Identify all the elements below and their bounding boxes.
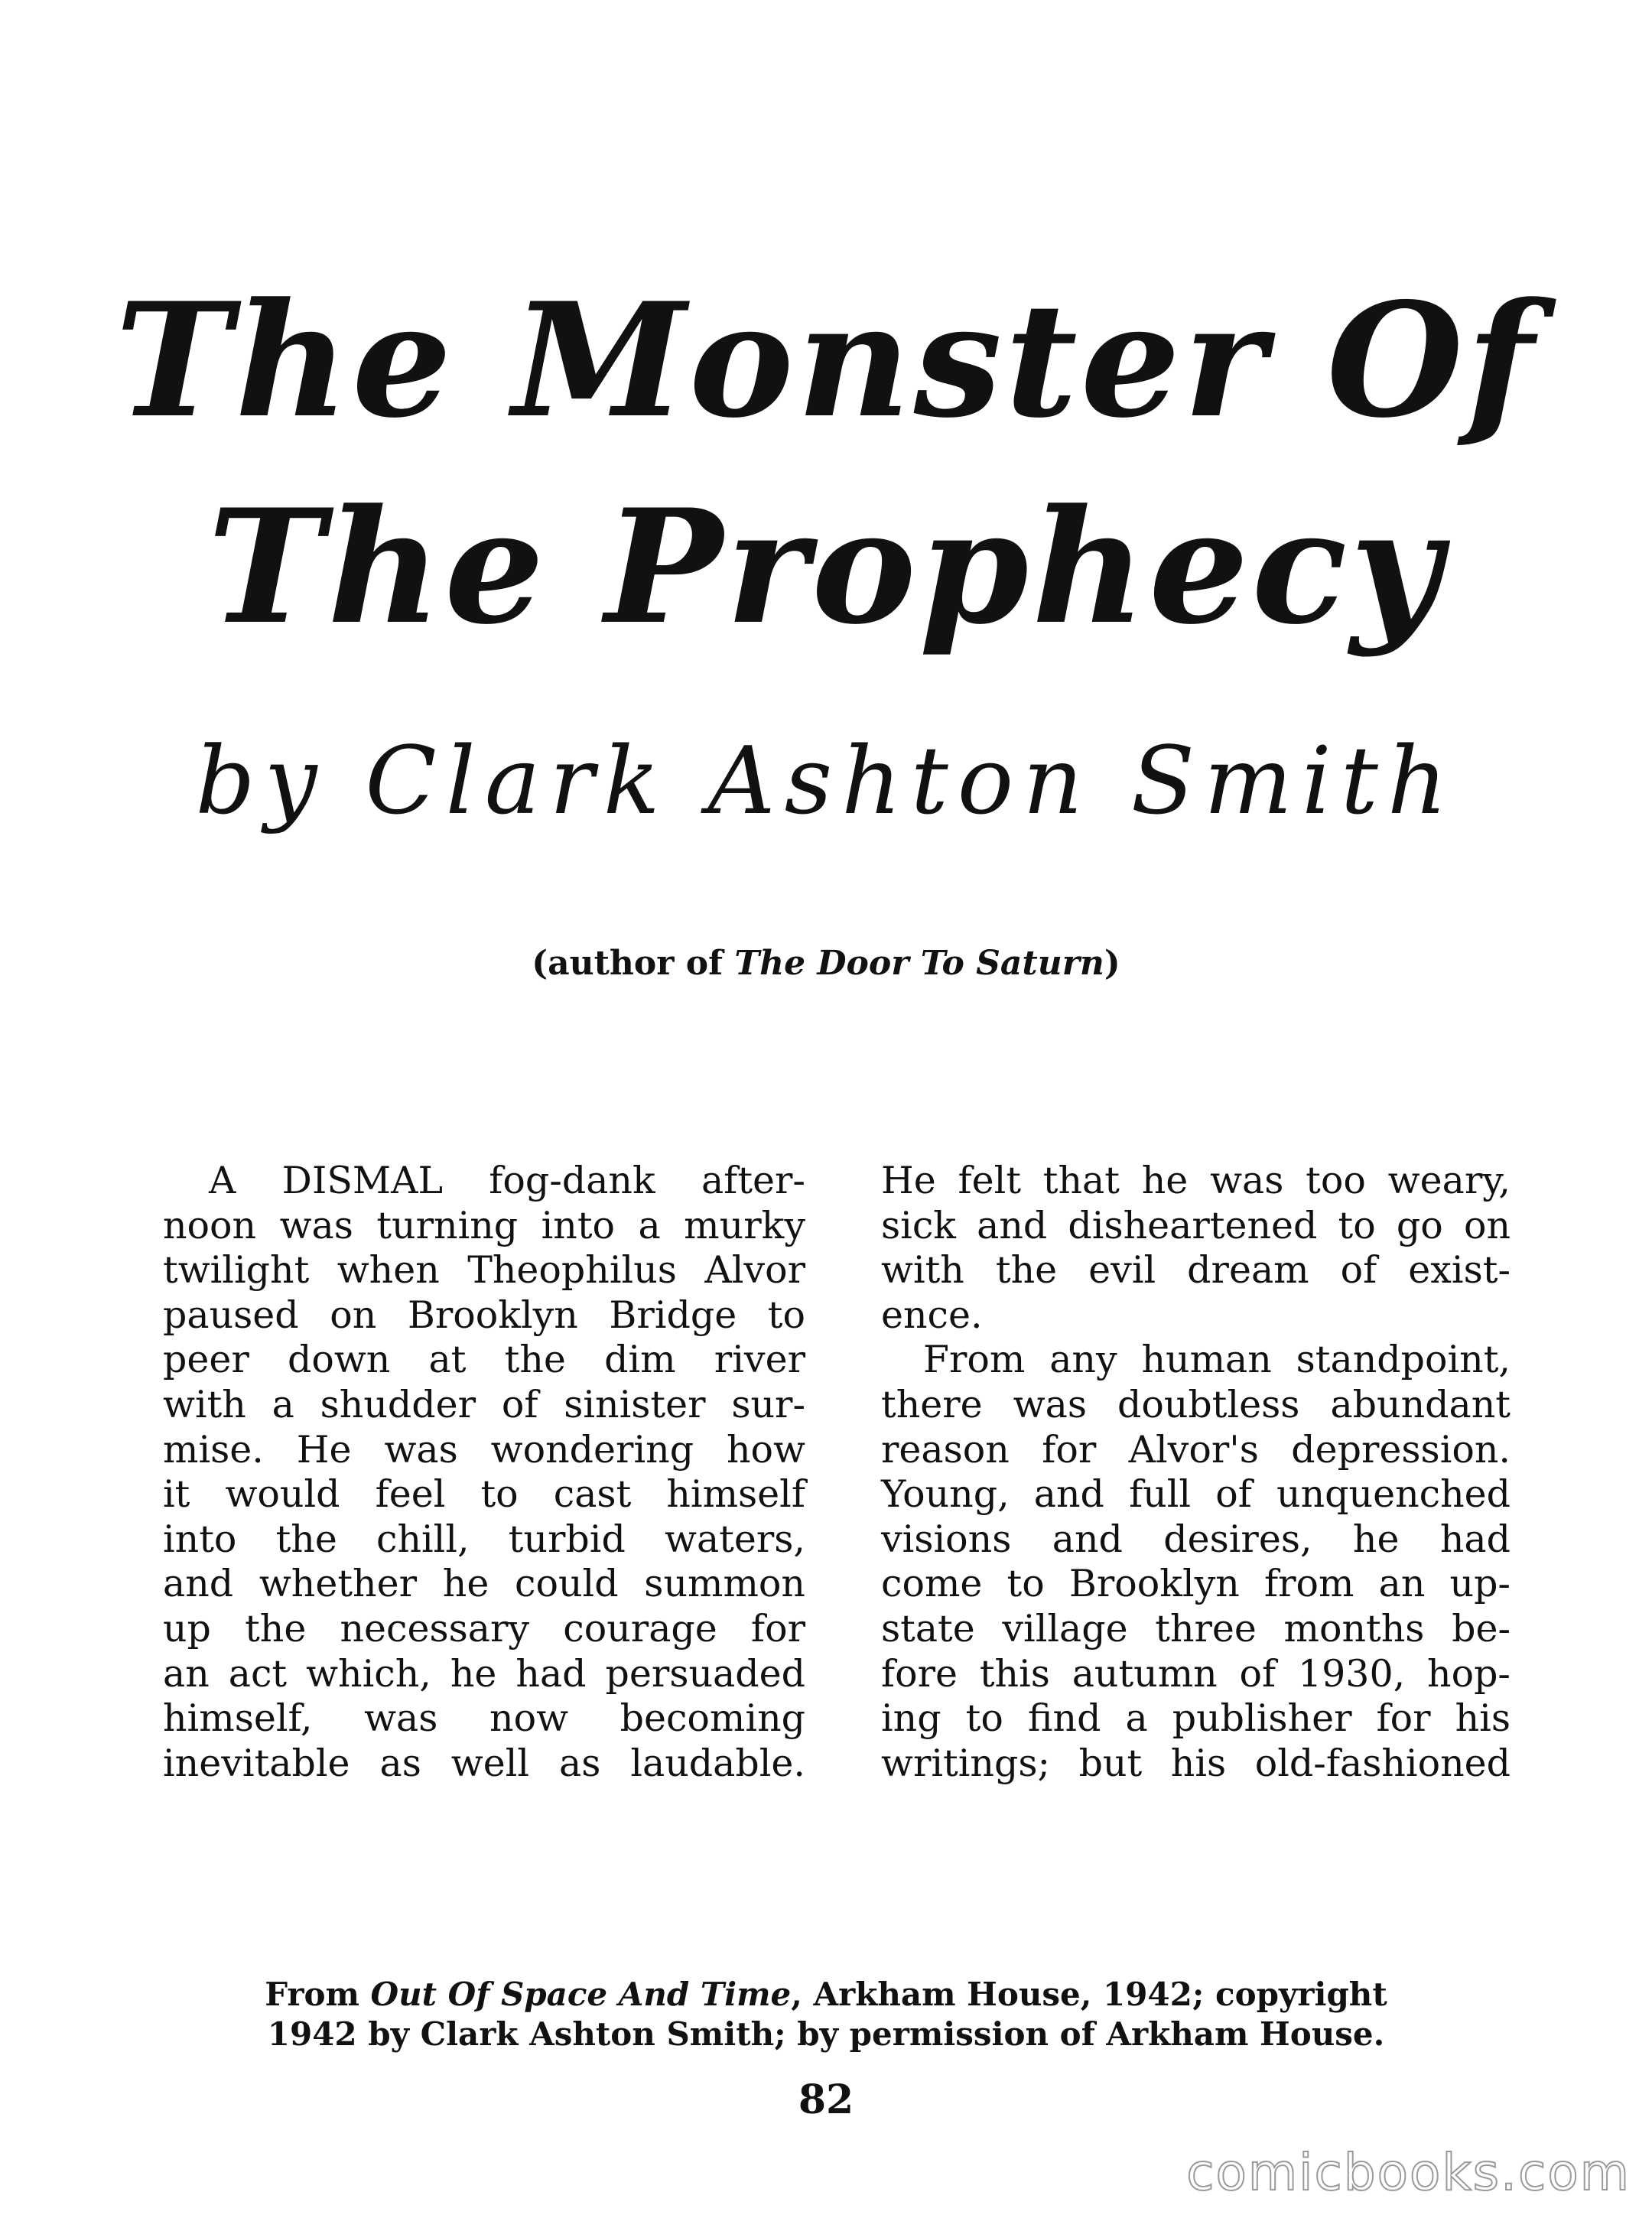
source-publisher-info: , Arkham House, 1942; copyright <box>791 1976 1387 2013</box>
watermark: comicbooks.com <box>1186 2143 1631 2202</box>
story-title-line-2: The Prophecy <box>207 476 1445 659</box>
body-line: visions and desires, he had <box>881 1517 1511 1561</box>
body-column-right <box>881 1159 1511 1786</box>
body-line: and whether he could summon <box>163 1562 805 1606</box>
source-book-title: Out Of Space And Time <box>370 1976 792 2013</box>
body-line: Young, and full of unquenched <box>881 1472 1511 1517</box>
body-line: writings; but his old-fashioned <box>881 1741 1511 1785</box>
body-line: himself, was now becoming <box>163 1696 805 1741</box>
body-column-left <box>163 1159 805 1786</box>
body-line: up the necessary courage for <box>163 1606 805 1650</box>
body-line: with a shudder of sinister sur- <box>163 1382 805 1426</box>
body-line: peer down at the dim river <box>163 1338 805 1382</box>
body-line: ing to find a publisher for his <box>881 1696 1511 1741</box>
source-footnote-line-1 <box>0 1975 1652 2015</box>
author-byline: by Clark Ashton Smith <box>195 727 1457 835</box>
body-line: reason for Alvor's depression. <box>881 1427 1511 1472</box>
body-line: fore this autumn of 1930, hop- <box>881 1651 1511 1696</box>
body-line: with the evil dream of exist- <box>881 1248 1511 1293</box>
author-credit-work: The Door To Saturn <box>734 944 1104 983</box>
body-line: ence. <box>881 1293 983 1337</box>
body-line: twilight when Theophilus Alvor <box>163 1248 805 1293</box>
body-line: come to Brooklyn from an up- <box>881 1562 1511 1606</box>
body-line: mise. He was wondering how <box>163 1427 805 1472</box>
body-line: it would feel to cast himself <box>163 1472 805 1517</box>
body-line: He felt that he was too weary, <box>881 1159 1511 1202</box>
story-title-line-1: The Monster Of <box>115 269 1537 453</box>
source-from-label: From <box>265 1976 371 2013</box>
body-line: paused on Brooklyn Bridge to <box>163 1293 805 1337</box>
page-number: 82 <box>798 2077 854 2123</box>
body-line: into the chill, turbid waters, <box>163 1517 805 1561</box>
author-credit <box>0 944 1652 983</box>
source-footnote-line-2: 1942 by Clark Ashton Smith; by permission of Arkham House. <box>267 2015 1385 2053</box>
body-line: noon was turning into a murky <box>163 1203 805 1247</box>
body-line: inevitable as well as laudable. <box>163 1741 805 1785</box>
body-line: A DISMAL fog-dank after- <box>209 1159 805 1202</box>
author-credit-prefix: (author of <box>532 944 735 983</box>
source-footnote <box>0 1975 1652 2054</box>
body-line: sick and disheartened to go on <box>881 1203 1511 1247</box>
body-line: there was doubtless abundant <box>881 1382 1511 1426</box>
author-credit-suffix: ) <box>1104 944 1120 983</box>
body-line: an act which, he had persuaded <box>163 1651 805 1696</box>
body-line: state village three months be- <box>881 1606 1511 1650</box>
body-line: From any human standpoint, <box>923 1338 1511 1382</box>
